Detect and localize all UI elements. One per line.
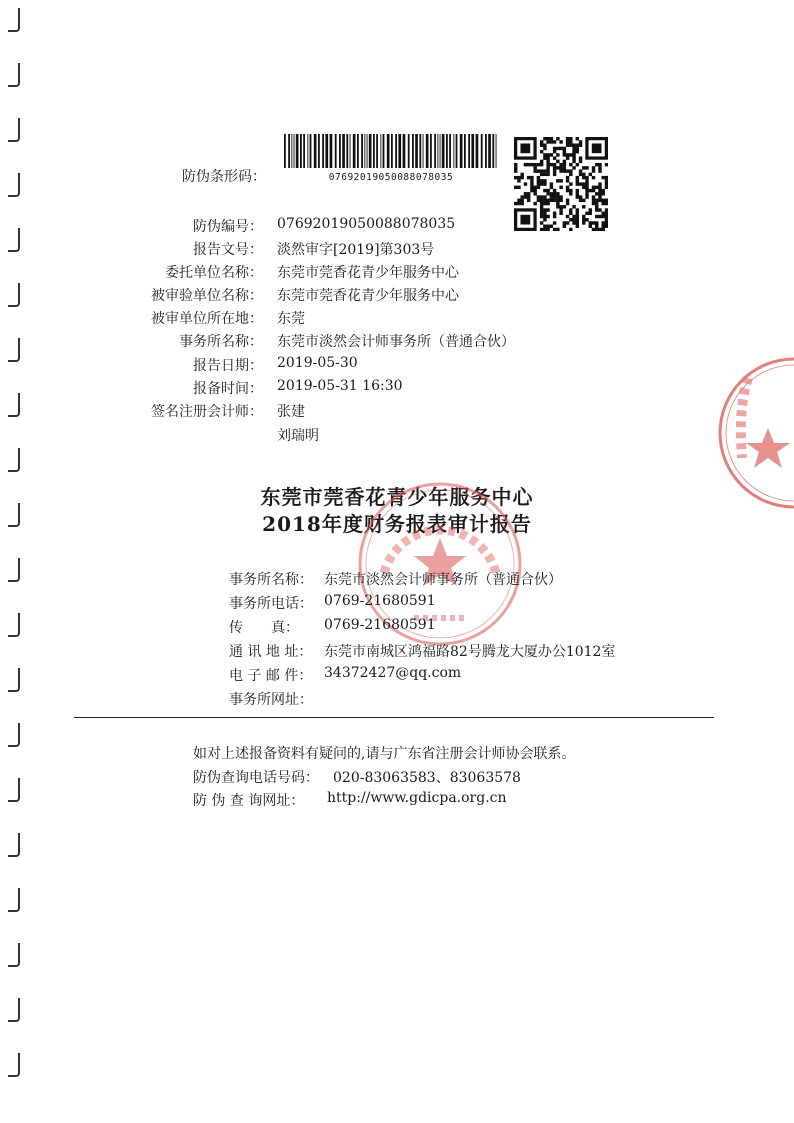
barcode-number: 07692019050088078035 — [328, 172, 454, 183]
info-value: 07692019050088078035 — [277, 216, 456, 232]
info-value: 东莞市莞香花青少年服务中心 — [277, 288, 459, 304]
info-label: 报告日期： — [193, 358, 263, 374]
binding-marks — [4, 0, 26, 1123]
report-title-line2: 2018年度财务报表审计报告 — [262, 512, 532, 536]
binding-mark — [8, 888, 20, 912]
info-value: 2019-05-31 16:30 — [277, 378, 403, 394]
footer-phone-value: 020-83063583、83063578 — [333, 770, 521, 786]
binding-mark — [8, 8, 20, 32]
binding-mark — [8, 668, 20, 692]
firm-label: 事务所电话： — [229, 596, 313, 612]
footer-web-label: 防 伪 查 询网址： — [193, 793, 305, 809]
info-label: 委托单位名称： — [165, 265, 263, 281]
binding-mark — [8, 283, 20, 307]
firm-value: 0769-21680591 — [324, 593, 436, 609]
binding-mark — [8, 63, 20, 87]
firm-label: 电 子 邮 件： — [229, 668, 313, 684]
binding-mark — [8, 228, 20, 252]
info-value: 东莞市莞香花青少年服务中心 — [277, 265, 459, 281]
firm-value: 34372427@qq.com — [324, 665, 462, 681]
binding-mark — [8, 723, 20, 747]
binding-mark — [8, 613, 20, 637]
binding-mark — [8, 1053, 20, 1077]
binding-mark — [8, 833, 20, 857]
info-value: 东莞 — [277, 311, 305, 327]
info-value: 张建 — [277, 404, 305, 420]
info-value: 2019-05-30 — [277, 355, 358, 371]
info-label: 报备时间： — [193, 381, 263, 397]
firm-label: 事务所名称： — [229, 572, 313, 588]
binding-mark — [8, 558, 20, 582]
info-label: 签名注册会计师： — [151, 404, 263, 420]
binding-mark — [8, 393, 20, 417]
info-value: 淡然审字[2019]第303号 — [277, 242, 435, 258]
info-label: 事务所名称： — [179, 334, 263, 350]
binding-mark — [8, 118, 20, 142]
binding-mark — [8, 338, 20, 362]
footer-note: 如对上述报备资料有疑问的,请与广东省注册会计师协会联系。 — [193, 746, 576, 762]
binding-mark — [8, 778, 20, 802]
binding-mark — [8, 448, 20, 472]
firm-label: 通 讯 地 址： — [229, 644, 313, 660]
barcode-label: 防伪条形码： — [182, 169, 266, 185]
qr-code — [514, 137, 608, 231]
report-title-line1: 东莞市莞香花青少年服务中心 — [260, 485, 534, 509]
firm-label: 传 真： — [229, 620, 299, 636]
divider — [74, 717, 714, 718]
binding-mark — [8, 173, 20, 197]
firm-value: 0769-21680591 — [324, 617, 436, 633]
footer-web-link[interactable]: http://www.gdicpa.org.cn — [327, 790, 507, 806]
firm-value: 东莞市淡然会计师事务所（普通合伙） — [324, 572, 562, 588]
binding-mark — [8, 998, 20, 1022]
footer-phone-label: 防伪查询电话号码： — [193, 770, 319, 786]
info-label: 被审单位所在地： — [151, 311, 263, 327]
info-label: 被审验单位名称： — [151, 288, 263, 304]
info-label: 防伪编号： — [193, 219, 263, 235]
firm-value: 东莞市南城区鸿福路82号腾龙大厦办公1012室 — [324, 644, 616, 660]
barcode-bars — [282, 134, 500, 174]
barcode — [282, 134, 500, 184]
info-label: 报告文号： — [193, 242, 263, 258]
firm-label: 事务所网址： — [229, 692, 313, 708]
binding-mark — [8, 943, 20, 967]
info-value: 东莞市淡然会计师事务所（普通合伙） — [277, 334, 515, 350]
second-accountant: 刘瑞明 — [277, 428, 319, 444]
